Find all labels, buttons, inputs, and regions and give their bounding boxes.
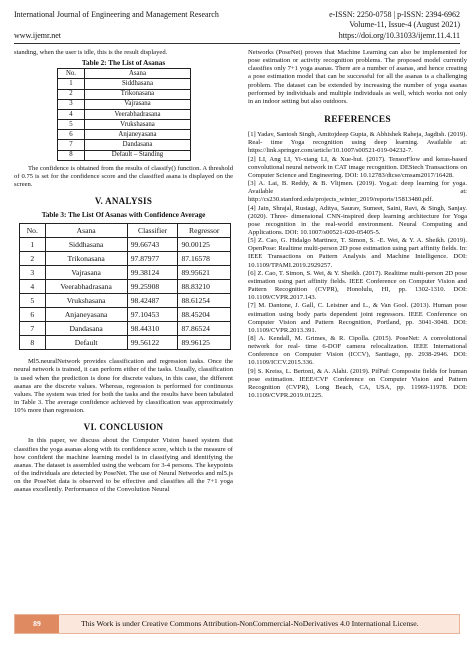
volume-line: Volume-11, Issue-4 (August 2021)	[349, 20, 460, 29]
section-analysis-heading: V. ANALYSIS	[94, 196, 153, 207]
section-conclusion-heading: VI. CONCLUSION	[83, 422, 164, 433]
table-row	[20, 280, 231, 294]
intro-paragraph: standing, when the user is idle, this is the result displayed.	[14, 49, 168, 56]
table-row	[20, 252, 231, 266]
table-header-row	[20, 224, 231, 238]
reference-item: [5] Z. Cao, G. Hidalgo Martinez, T. Simon, S. -E. Wei, & Y. A. Sheikh. (2019). OpenPose: Realtime multi-person 2D pose estimation using part affinity fields. In: IEEE Transactions on Pattern Analysis and Machine Intelligence. DOI: 10.1109/TPAMI.2019.2929257.	[248, 237, 467, 269]
table-row	[57, 120, 190, 130]
table-row	[57, 89, 190, 99]
reference-item: [2] LI, Ang LI, Yi-xiang LI, & Xue-hui. (2017). TensorFlow and keras-based convolutional neural network in CAT image recognition. DEStech Transactions on Computer Science and Engineering. DOI: 10.12783/dtcse/cmsam2017/16428.	[248, 155, 467, 179]
table-cell: Veerabhadrasana	[45, 280, 127, 294]
table-row	[20, 294, 231, 308]
table-cell: 4	[20, 280, 46, 294]
right-column	[248, 49, 467, 400]
table-cell: 99.38124	[127, 266, 178, 280]
table-header-row	[57, 69, 190, 79]
reference-item: [1] Yadav, Santosh Singh, Amitojdeep Gupta, & Abhishek Raheja, Jagdish. (2019). Real- time Yoga recognition using deep learning. Available at: https://link.springer.com/article/10.1007/s00521-019-04232-7.	[248, 131, 467, 155]
table-cell: Anjaneyasana	[45, 308, 127, 322]
reference-item: [6] Z. Cao, T. Simon, S. Wei, & Y. Sheikh. (2017). Realtime multi-person 2D pose estimation using part affinity fields. IEEE Conference on Computer Vision and Pattern Recognition (CVPR), Honolulu, HI, pp. 1302-1310. DOI: 10.1109/CVPR.2017.143.	[248, 269, 467, 302]
table-cell: 98.44310	[127, 322, 178, 336]
section-references-heading: REFERENCES	[324, 115, 391, 126]
confidence-paragraph: The confidence is obtained from the results of classify() function. A threshold of 0.75 is set for the confidence score and the classified asana is displayed on the screen.	[14, 164, 233, 189]
table-cell: 3	[57, 99, 85, 109]
table-header-cell: Regressor	[178, 224, 231, 238]
reference-item: [8] A. Kendall, M. Grimes, & R. Cipolla. (2015). PoseNet: A convolutional network for real- time 6-DOF camera relocalization. IEEE International Conference on Computer Vision (ICCV), Santiago, pp. 2938-2946. DOI: 10.1109/ICCV.2015.336.	[248, 335, 467, 367]
table-cell: 4	[57, 109, 85, 119]
left-column	[14, 49, 233, 495]
table-cell: Dandasana	[85, 140, 190, 150]
table-row	[57, 109, 190, 119]
table-cell: 1	[57, 79, 85, 89]
table-cell: Trikonasana	[85, 89, 190, 99]
issn-line: e-ISSN: 2250-0758 | p-ISSN: 2394-6962	[329, 10, 460, 19]
table-row	[57, 150, 190, 160]
table-cell: 98.42487	[127, 294, 178, 308]
table-cell: 87.86524	[178, 322, 231, 336]
table-cell: 8	[57, 150, 85, 160]
table-cell: 88.61254	[178, 294, 231, 308]
table-row	[20, 238, 231, 252]
table-cell: Vajrasana	[45, 266, 127, 280]
conclusion-continued-paragraph: Networks (PoseNet) proves that Machine Learning can also be implemented for pose estimation or activity recognition problems. The proposed model currently classifies only 7+1 yoga asanas. There are a number of asanas, and hence creating a pose estimation model that can be successful for all the asanas is a challenging problem. The dataset can be extended by increasing the number of yoga asanas performed by individuals and multiple individuals as well, which works not only in an indoor setting but also outdoors.	[248, 49, 467, 105]
table-cell: 8	[20, 336, 46, 350]
table-cell: 5	[20, 294, 46, 308]
table-header-cell: Asana	[45, 224, 127, 238]
table-cell: 87.16578	[178, 252, 231, 266]
table-cell: Siddhasana	[85, 79, 190, 89]
table-row	[57, 140, 190, 150]
table-cell: 2	[20, 252, 46, 266]
table-row	[20, 308, 231, 322]
table-row	[57, 130, 190, 140]
table-row	[20, 336, 231, 350]
table-cell: Vrukshasana	[85, 120, 190, 130]
table-cell: 99.66743	[127, 238, 178, 252]
table3-caption: Table 3: The List Of Asanas with Confidence Average	[41, 211, 206, 220]
asana-list-table	[57, 68, 191, 161]
journal-website[interactable]: www.ijemr.net	[14, 31, 62, 40]
table-cell: 5	[57, 120, 85, 130]
license-text: This Work is under Creative Commons Attribution-NonCommercial-NoDerivatives 4.0 International License.	[81, 619, 419, 628]
reference-item: [9] S. Kreiss, L. Bertoni, & A. Alahi. (2019). PifPaf: Composite fields for human pose estimation. IEEE/CVF Conference on Computer Vision and Pattern Recognition (CVPR), Long Beach, CA, USA, pp. 11969-11978. DOI: 10.1109/CVPR.2019.01225.	[248, 367, 467, 400]
table-cell: Veerabhadrasana	[85, 109, 190, 119]
table-cell: Anjaneyasana	[85, 130, 190, 140]
table-cell: 6	[20, 308, 46, 322]
confidence-table	[19, 223, 231, 350]
table-cell: Default – Standing	[85, 150, 190, 160]
table-cell: 99.56122	[127, 336, 178, 350]
table-cell: 99.25908	[127, 280, 178, 294]
header-rule	[14, 43, 460, 44]
table-cell: Siddhasana	[45, 238, 127, 252]
table-header-cell: Asana	[85, 69, 190, 79]
table-header-cell: Classifier	[127, 224, 178, 238]
table-row	[57, 79, 190, 89]
ml5-paragraph: Ml5.neuralNetwork provides classification and regression tasks. Once the neural network is trained, it can perform either of the tasks. Usually, classification is used when the prediction is done for discrete values, in this case, the different asanas are the discrete values. Whereas, regression is performed for continuous values. The system was tried for both the tasks and the results have been tabulated in Table 3. The average confidence achieved by classification was approximately 10% more than regression.	[14, 358, 233, 415]
table-cell: Default	[45, 336, 127, 350]
table2-caption: Table 2: The List of Asanas	[81, 59, 166, 68]
table-cell: 3	[20, 266, 46, 280]
doi-link[interactable]: https://doi.org/10.31033/ijemr.11.4.11	[338, 31, 460, 40]
journal-name: International Journal of Engineering and Management Research	[14, 10, 219, 19]
reference-item: [3] A. Lai, B. Reddy, & B. Vlijmen. (2019). Yog.ai: deep learning for yoga. Available at: http://cs230.stanford.edu/projects_winter_2019/reports/15813480.pdf.	[248, 180, 467, 204]
page-number: 89	[15, 615, 59, 633]
reference-item: [7] M. Dantone, J. Gall, C. Leistner and L., & Van Gool. (2013). Human pose estimation using body parts dependent joint regressors. IEEE Conference on Computer Vision and Pattern Recognition, Portland, pp. 3041-3048. DOI: 10.1109/CVPR.2013.391.	[248, 302, 467, 334]
table-row	[20, 266, 231, 280]
table-cell: 97.87977	[127, 252, 178, 266]
table-cell: 88.45204	[178, 308, 231, 322]
table-row	[57, 99, 190, 109]
table-row	[20, 322, 231, 336]
table-cell: Dandasana	[45, 322, 127, 336]
license-footer	[14, 614, 460, 634]
table-header-cell: No.	[20, 224, 46, 238]
reference-list	[248, 131, 467, 400]
table-cell: Vrukshasana	[45, 294, 127, 308]
conclusion-paragraph: In this paper, we discuss about the Computer Vision based system that classifies the yoga asanas along with its confidence score, which is the measure of how confident the machine learning model is in classifying and identifying the asanas. The dataset is assembled using the webcam for 3-4 persons. The keypoints of the individuals are detected by PoseNet. The use of Neural Networks and ml5.js on the PoseNet data is observed to be effective and classifies all the 7+1 yoga asanas excellently. Performance of the Convolution Neural	[14, 437, 233, 494]
table-cell: 7	[20, 322, 46, 336]
table-cell: 90.00125	[178, 238, 231, 252]
table-cell: 89.96125	[178, 336, 231, 350]
table-cell: 89.95621	[178, 266, 231, 280]
table-cell: 88.83210	[178, 280, 231, 294]
table-cell: Vajrasana	[85, 99, 190, 109]
table-cell: 6	[57, 130, 85, 140]
table-cell: 97.10453	[127, 308, 178, 322]
table-cell: Trikonasana	[45, 252, 127, 266]
table-header-cell: No.	[57, 69, 85, 79]
reference-item: [4] Jain, Shrajal, Rustagi, Aditya, Saurav, Sumeet, Saini, Ravi, & Singh, Sanjay. (2020). Three- dimensional CNN-inspired deep learning architecture for Yoga pose recognition in the real-world environment. Neural Computing and Applications. DOI: 10.1007/s00521-020-05405-5.	[248, 204, 467, 236]
table-cell: 7	[57, 140, 85, 150]
table-cell: 1	[20, 238, 46, 252]
table-cell: 2	[57, 89, 85, 99]
